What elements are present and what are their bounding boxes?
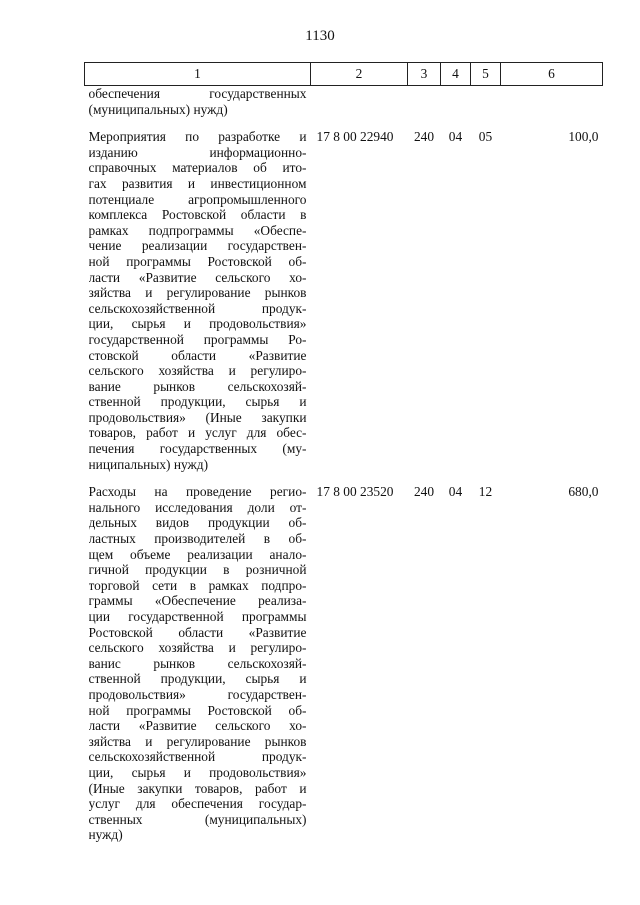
text-line: сельскохозяйственной продук- bbox=[88, 300, 307, 316]
text-line: (муниципальных) нужд) bbox=[88, 101, 228, 117]
text-line: Ростовской области «Развитие bbox=[88, 624, 307, 640]
text-line: ственной продукции, сырья и bbox=[88, 671, 307, 687]
header-cell: 1 bbox=[85, 63, 311, 86]
text-line: вание рынков сельскохозяй- bbox=[88, 378, 307, 394]
text-line: справочных материалов об ито- bbox=[88, 160, 307, 176]
continuation-row bbox=[85, 86, 603, 124]
text-line: продовольствия» государствен- bbox=[88, 686, 307, 702]
header-cell: 5 bbox=[471, 63, 501, 86]
text-line: ластных производителей в об- bbox=[88, 531, 307, 547]
section-code: 04 bbox=[448, 129, 463, 145]
text-line: сельского хозяйства и регулиро- bbox=[88, 363, 307, 379]
text-line: продовольствия» (Иные закупки bbox=[88, 409, 307, 425]
text-line: государственной программы Ро- bbox=[88, 331, 307, 347]
text-line: сельскохозяйственной продук- bbox=[88, 749, 307, 765]
text-line: ванис рынков сельскохозяй- bbox=[88, 655, 307, 671]
expense-type-code: 240 bbox=[413, 129, 435, 145]
text-line: щем объеме реализации анало- bbox=[88, 546, 307, 562]
text-line: Расходы на проведение регио- bbox=[88, 484, 307, 500]
table-row bbox=[85, 478, 603, 849]
text-line: ниципальных) нужд) bbox=[88, 456, 209, 472]
text-line: нального исследования доли от- bbox=[88, 499, 307, 515]
target-article-code: 17 8 00 22940 bbox=[316, 129, 394, 145]
text-line: услуг для обеспечения государ- bbox=[88, 796, 307, 812]
table-header-row bbox=[85, 63, 603, 86]
text-line: (Иные закупки товаров, работ и bbox=[88, 780, 307, 796]
text-line: зяйства и регулирование рынков bbox=[88, 285, 307, 301]
row-description bbox=[85, 123, 311, 478]
subsection-code: 12 bbox=[478, 484, 493, 500]
text-line: дельных видов продукции об- bbox=[88, 515, 307, 531]
text-line: граммы «Обеспечение реализа- bbox=[88, 593, 307, 609]
text-line: сельского хозяйства и регулиро- bbox=[88, 640, 307, 656]
text-line: ственных (муниципальных) bbox=[88, 811, 307, 827]
text-line: комплекса Ростовской области в bbox=[88, 207, 307, 223]
target-article-code: 17 8 00 23520 bbox=[316, 484, 394, 500]
text-line: ственной продукции, сырья и bbox=[88, 394, 307, 410]
text-line: ции, сырья и продовольствия» bbox=[88, 316, 307, 332]
header-cell: 4 bbox=[441, 63, 471, 86]
text-line: чение реализации государствен- bbox=[88, 238, 307, 254]
text-line: ласти «Развитие сельского хо- bbox=[88, 718, 307, 734]
header-cell: 3 bbox=[408, 63, 441, 86]
text-line: изданию информационно- bbox=[88, 144, 307, 160]
text-line: ной программы Ростовской об- bbox=[88, 702, 307, 718]
text-line: обеспечения государственных bbox=[88, 86, 307, 101]
table-row bbox=[85, 123, 603, 478]
text-line: товаров, работ и услуг для обес- bbox=[88, 425, 307, 441]
expense-type-code: 240 bbox=[413, 484, 435, 500]
text-line: зяйства и регулирование рынков bbox=[88, 733, 307, 749]
text-line: ласти «Развитие сельского хо- bbox=[88, 269, 307, 285]
header-cell: 2 bbox=[311, 63, 408, 86]
amount: 680,0 bbox=[568, 484, 599, 500]
text-line: торговой сети в рамках подпро- bbox=[88, 577, 307, 593]
text-line: ной программы Ростовской об- bbox=[88, 253, 307, 269]
budget-table bbox=[84, 62, 603, 849]
text-line: Мероприятия по разработке и bbox=[88, 129, 307, 145]
subsection-code: 05 bbox=[478, 129, 493, 145]
text-line: стовской области «Развитие bbox=[88, 347, 307, 363]
section-code: 04 bbox=[448, 484, 463, 500]
text-line: гичной продукции в розничной bbox=[88, 562, 307, 578]
text-line: ции, сырья и продовольствия» bbox=[88, 764, 307, 780]
amount: 100,0 bbox=[568, 129, 599, 145]
page-number: 1130 bbox=[305, 28, 335, 44]
text-line: печения государственных (му- bbox=[88, 441, 307, 457]
text-line: нужд) bbox=[88, 827, 123, 843]
continuation-text bbox=[85, 86, 311, 124]
text-line: рамках подпрограммы «Обеспе- bbox=[88, 222, 307, 238]
row-description bbox=[85, 478, 311, 849]
text-line: ции государственной программы bbox=[88, 609, 307, 624]
text-line: гах развития и инвестиционном bbox=[88, 175, 307, 191]
header-cell: 6 bbox=[501, 63, 603, 86]
text-line: потенциале агропромышленного bbox=[88, 191, 307, 207]
